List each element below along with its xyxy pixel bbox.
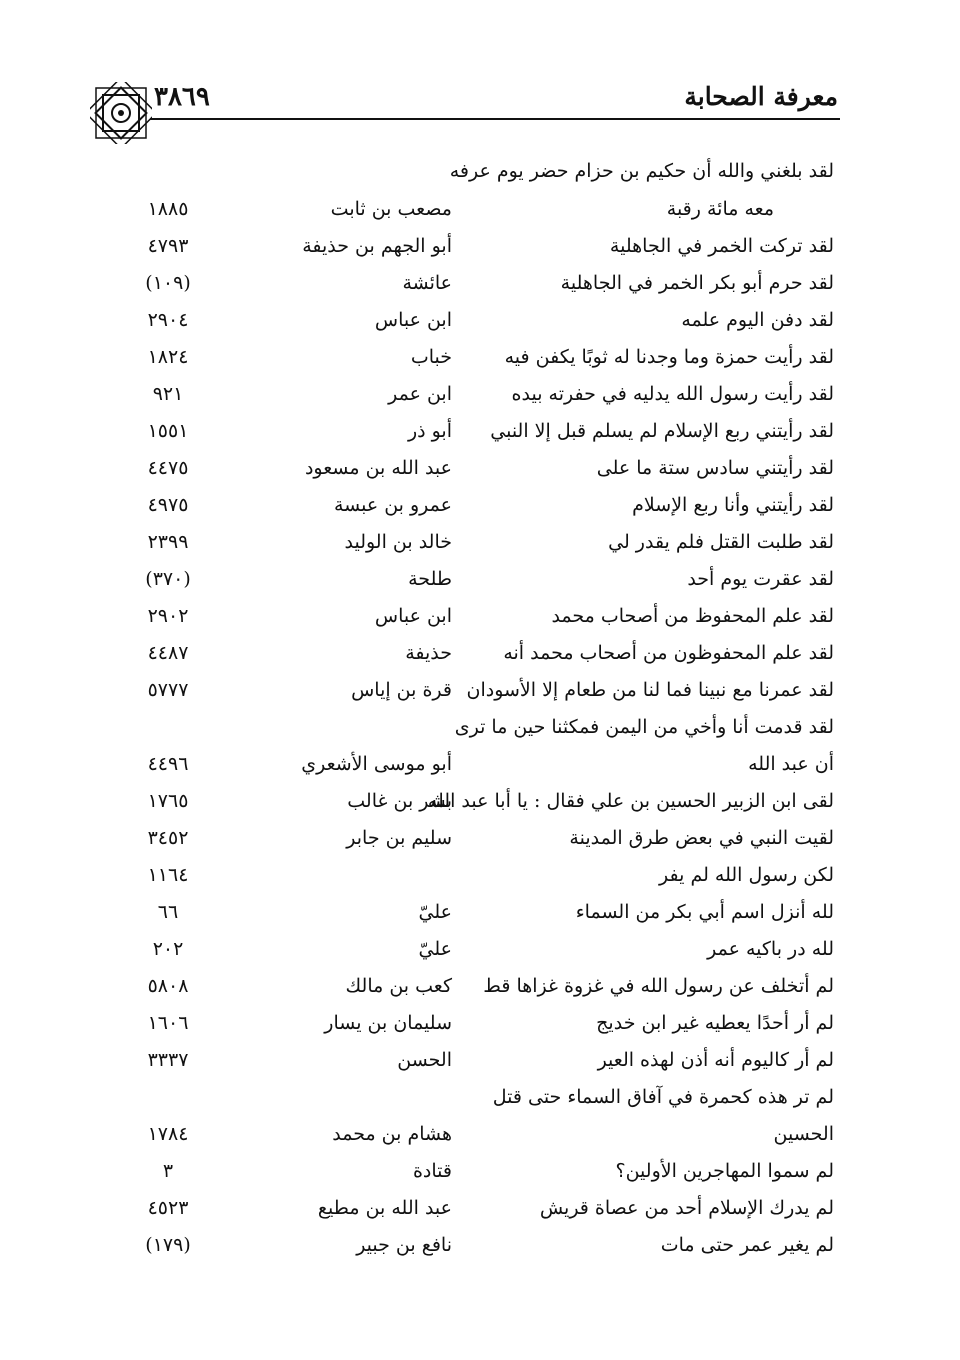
index-row	[0, 716, 960, 752]
entry-narrator: طلحة	[408, 568, 452, 590]
index-row	[0, 1160, 960, 1196]
entry-phrase: لم يدرك الإسلام أحد من عصاة قريش	[539, 1197, 834, 1219]
entry-phrase: لقد عقرت يوم أحد	[687, 568, 834, 590]
entry-phrase: الحسين	[773, 1123, 834, 1145]
index-row	[0, 346, 960, 382]
entry-ref: ٢٩٠٢	[147, 605, 189, 627]
star-ornament-icon	[90, 82, 152, 144]
index-row	[0, 1012, 960, 1048]
entry-phrase: لقد رأيت رسول الله يدليه في حفرته بيده	[511, 383, 834, 405]
entry-phrase: لم يغير عمر حتى مات	[660, 1234, 834, 1256]
entry-phrase: لم أر أحدًا يعطيه غير ابن خديج	[596, 1012, 834, 1034]
index-row	[0, 568, 960, 604]
index-row	[0, 1049, 960, 1085]
entry-ref: ١١٦٤	[147, 864, 189, 886]
entry-narrator: بشر بن غالب	[347, 790, 452, 812]
entry-phrase: لقى ابن الزبير الحسين بن علي فقال : يا أبا عبد الله	[427, 790, 834, 812]
entry-ref: ٥٨٠٨	[147, 975, 189, 997]
entry-narrator: سليم بن جابر	[346, 827, 452, 849]
index-row	[0, 753, 960, 789]
entry-ref: (١٧٩)	[145, 1234, 191, 1256]
entry-narrator: كعب بن مالك	[345, 975, 452, 997]
entry-phrase: لم تر هذه كحمرة في آفاق السماء حتى قتل	[492, 1086, 834, 1108]
index-row	[0, 642, 960, 678]
entry-narrator: حذيفة	[405, 642, 452, 664]
entry-phrase: لم أر كاليوم أنه أذن لهذه العير	[597, 1049, 834, 1071]
entry-narrator: ابن عباس	[374, 605, 452, 627]
entry-narrator: عمرو بن عبسة	[333, 494, 452, 516]
entry-phrase: لقد رأيت حمزة وما وجدنا له ثوبًا يكفن فيه	[504, 346, 834, 368]
entry-ref: ٤٤٧٥	[147, 457, 189, 479]
entry-narrator: أبو موسى الأشعري	[301, 753, 452, 775]
index-row	[0, 235, 960, 271]
index-row	[0, 383, 960, 419]
entry-phrase: لقيت النبي في بعض طرق المدينة	[569, 827, 834, 849]
entry-ref: (٣٧٠)	[145, 568, 191, 590]
index-row	[0, 457, 960, 493]
entry-phrase: لقد علم المحفوظون من أصحاب محمد أنه	[503, 642, 834, 664]
index-row	[0, 1234, 960, 1270]
entry-phrase: لقد بلغني والله أن حكيم بن حزام حضر يوم عرفه	[449, 160, 834, 182]
header-rule	[150, 118, 840, 120]
entry-phrase: لقد طلبت القتل فلم يقدر لي	[608, 531, 834, 553]
entry-narrator: عليّ	[418, 938, 452, 960]
entry-narrator: قرة بن إياس	[351, 679, 452, 701]
entry-phrase: لقد قدمت أنا وأخي من اليمن فمكثنا حين ما ترى	[454, 716, 834, 738]
entry-ref: ١٥٥١	[147, 420, 189, 442]
entry-phrase: لقد دفن اليوم علمه	[681, 309, 834, 331]
entry-ref: ١٧٦٥	[147, 790, 189, 812]
entry-phrase: لقد تركت الخمر في الجاهلية	[609, 235, 834, 257]
index-row	[0, 309, 960, 345]
entry-ref: ٥٧٧٧	[147, 679, 189, 701]
entry-ref: ٤٤٩٦	[147, 753, 189, 775]
index-row	[0, 1123, 960, 1159]
entry-phrase: لم سموا المهاجرين الأولين؟	[615, 1160, 834, 1182]
index-row	[0, 938, 960, 974]
entry-narrator: عبد الله بن مسعود	[304, 457, 452, 479]
page-title: معرفة الصحابة	[684, 82, 838, 111]
entry-narrator: أبو ذر	[407, 420, 452, 442]
entry-narrator: أبو الجهم بن حذيفة	[302, 235, 452, 257]
index-row	[0, 605, 960, 641]
index-row	[0, 494, 960, 530]
entry-narrator: عبد الله بن مطيع	[317, 1197, 452, 1219]
index-row	[0, 864, 960, 900]
entry-phrase: لقد رأيتني وأنا ربع الإسلام	[632, 494, 834, 516]
index-row	[0, 1086, 960, 1122]
entry-narrator: قتادة	[412, 1160, 452, 1182]
entry-phrase: لقد عمرنا مع نبينا فما لنا من طعام إلا الأسودان	[466, 679, 834, 701]
entry-phrase: لقد علم المحفوظ من أصحاب محمد	[551, 605, 834, 627]
entry-ref: ٣٣٣٧	[147, 1049, 189, 1071]
entry-narrator: عليّ	[418, 901, 452, 923]
page-header	[90, 80, 840, 140]
entry-ref: (١٠٩)	[145, 272, 191, 294]
entry-phrase: لقد رأيتني ربع الإسلام لم يسلم قبل إلا النبي	[490, 420, 834, 442]
index-row	[0, 160, 960, 196]
entry-ref: ٢٣٩٩	[147, 531, 189, 553]
entry-ref: ٣	[162, 1160, 174, 1182]
entry-phrase: لم أتخلف عن رسول الله في غزوة غزاها قط	[483, 975, 834, 997]
entry-ref: ١٨٢٤	[147, 346, 189, 368]
entry-phrase: معه مائة رقبة	[666, 198, 774, 220]
page-number: ٣٨٦٩	[154, 82, 210, 112]
entry-ref: ١٦٠٦	[147, 1012, 189, 1034]
entry-narrator: نافع بن جبير	[356, 1234, 452, 1256]
entry-ref: ٤٤٨٧	[147, 642, 189, 664]
entry-phrase: لله در باكيه عمر	[707, 938, 834, 960]
entry-ref: ٤٩٧٥	[147, 494, 189, 516]
index-row	[0, 975, 960, 1011]
entry-narrator: خباب	[410, 346, 452, 368]
index-row	[0, 1197, 960, 1233]
entry-phrase: لقد رأيتني سادس ستة ما على	[596, 457, 834, 479]
entry-narrator: ابن عمر	[388, 383, 452, 405]
entry-narrator: مصعب بن ثابت	[330, 198, 452, 220]
index-row	[0, 827, 960, 863]
index-row	[0, 198, 960, 234]
entry-narrator: عائشة	[402, 272, 452, 294]
entry-ref: ٢٠٢	[152, 938, 184, 960]
entry-ref: ٤٧٩٣	[147, 235, 189, 257]
index-row	[0, 272, 960, 308]
entry-ref: ٦٦	[157, 901, 179, 923]
entry-ref: ١٨٨٥	[147, 198, 189, 220]
entry-phrase: أن عبد الله	[748, 753, 834, 775]
entry-narrator: ابن عباس	[374, 309, 452, 331]
entry-narrator: سليمان بن يسار	[324, 1012, 452, 1034]
index-row	[0, 679, 960, 715]
index-row	[0, 531, 960, 567]
index-row	[0, 790, 960, 826]
index-row	[0, 901, 960, 937]
entry-narrator: خالد بن الوليد	[344, 531, 452, 553]
entry-ref: ١٧٨٤	[147, 1123, 189, 1145]
entry-phrase: لقد حرم أبو بكر الخمر في الجاهلية	[560, 272, 834, 294]
entry-ref: ٤٥٢٣	[147, 1197, 189, 1219]
entry-phrase: لله أنزل اسم أبي بكر من السماء	[575, 901, 834, 923]
entry-ref: ٣٤٥٢	[147, 827, 189, 849]
entry-ref: ٢٩٠٤	[147, 309, 189, 331]
entry-narrator: الحسن	[397, 1049, 452, 1071]
entry-phrase: لكن رسول الله لم يفر	[659, 864, 834, 886]
entry-ref: ٩٢١	[152, 383, 184, 405]
entry-narrator: هشام بن محمد	[332, 1123, 452, 1145]
index-row	[0, 420, 960, 456]
